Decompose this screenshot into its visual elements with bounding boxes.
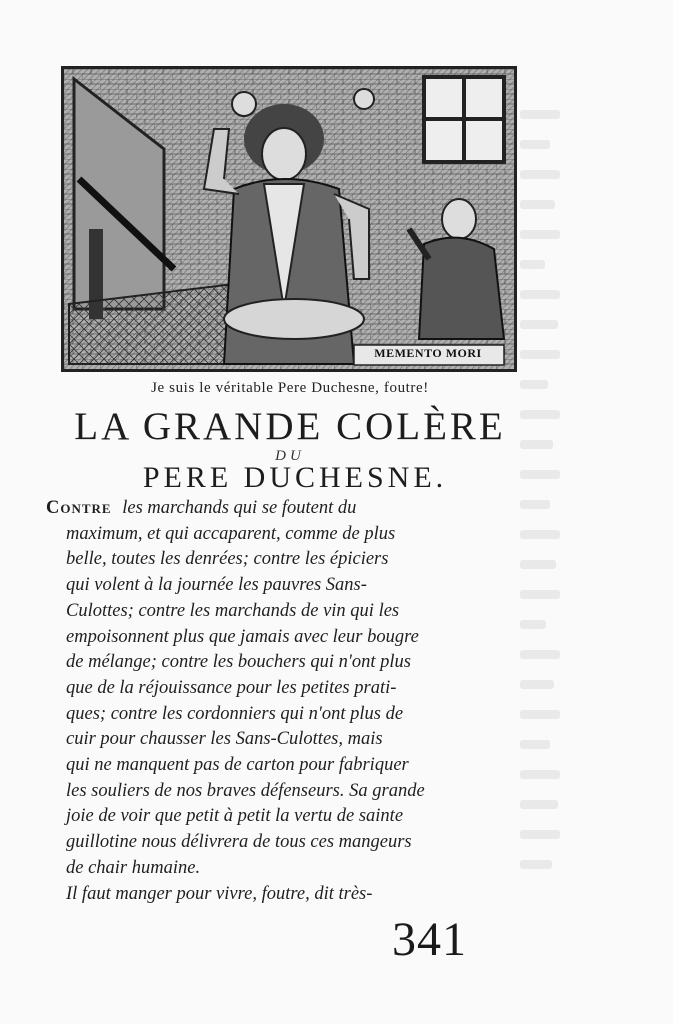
body-line: de chair humaine. [66,857,201,878]
page-number: 341 [392,913,467,966]
body-line: belle, toutes les denrées; contre les épiciers [66,549,389,570]
bleed-through-text [520,110,670,890]
woodcut-image [64,69,514,369]
body-line: guillotine nous délivrera de tous ces mangeurs [66,832,412,853]
body-line: que de la réjouissance pour les petites prati- [66,677,397,698]
title-subtitle: PERE DUCHESNE. [142,461,448,494]
illustration-caption: Je suis le véritable Pere Duchesne, foutre! [151,380,429,396]
body-line-last: Il faut manger pour vivre, foutre, dit très- [66,883,373,904]
body-line: de mélange; contre les bouchers qui n'ont plus [66,652,411,673]
title-main: LA GRANDE COLÈRE [74,405,506,448]
body-line: Contre les marchands qui se foutent du [46,498,357,518]
body-line: ques; contre les cordonniers qui n'ont plus de [66,703,404,724]
title-du: DU [275,448,305,464]
body-text [46,496,526,907]
body-line: qui ne manquent pas de carton pour fabriquer [66,755,409,776]
body-line: empoisonnent plus que jamais avec leur bougre [66,626,419,647]
body-line: cuir pour chausser les Sans-Culottes, mais [66,729,383,750]
memento-mori-label: MEMENTO MORI [374,346,482,360]
body-line: les souliers de nos braves défenseurs. Sa grande [66,780,425,801]
body-line: qui volent à la journée les pauvres Sans- [66,575,367,596]
lead-word: Contre [46,498,112,518]
body-line: maximum, et qui accaparent, comme de plus [66,523,396,544]
body-line: joie de voir que petit à petit la vertu de sainte [66,806,404,827]
body-line: Culottes; contre les marchands de vin qui les [66,600,400,621]
woodcut-illustration [61,66,517,372]
